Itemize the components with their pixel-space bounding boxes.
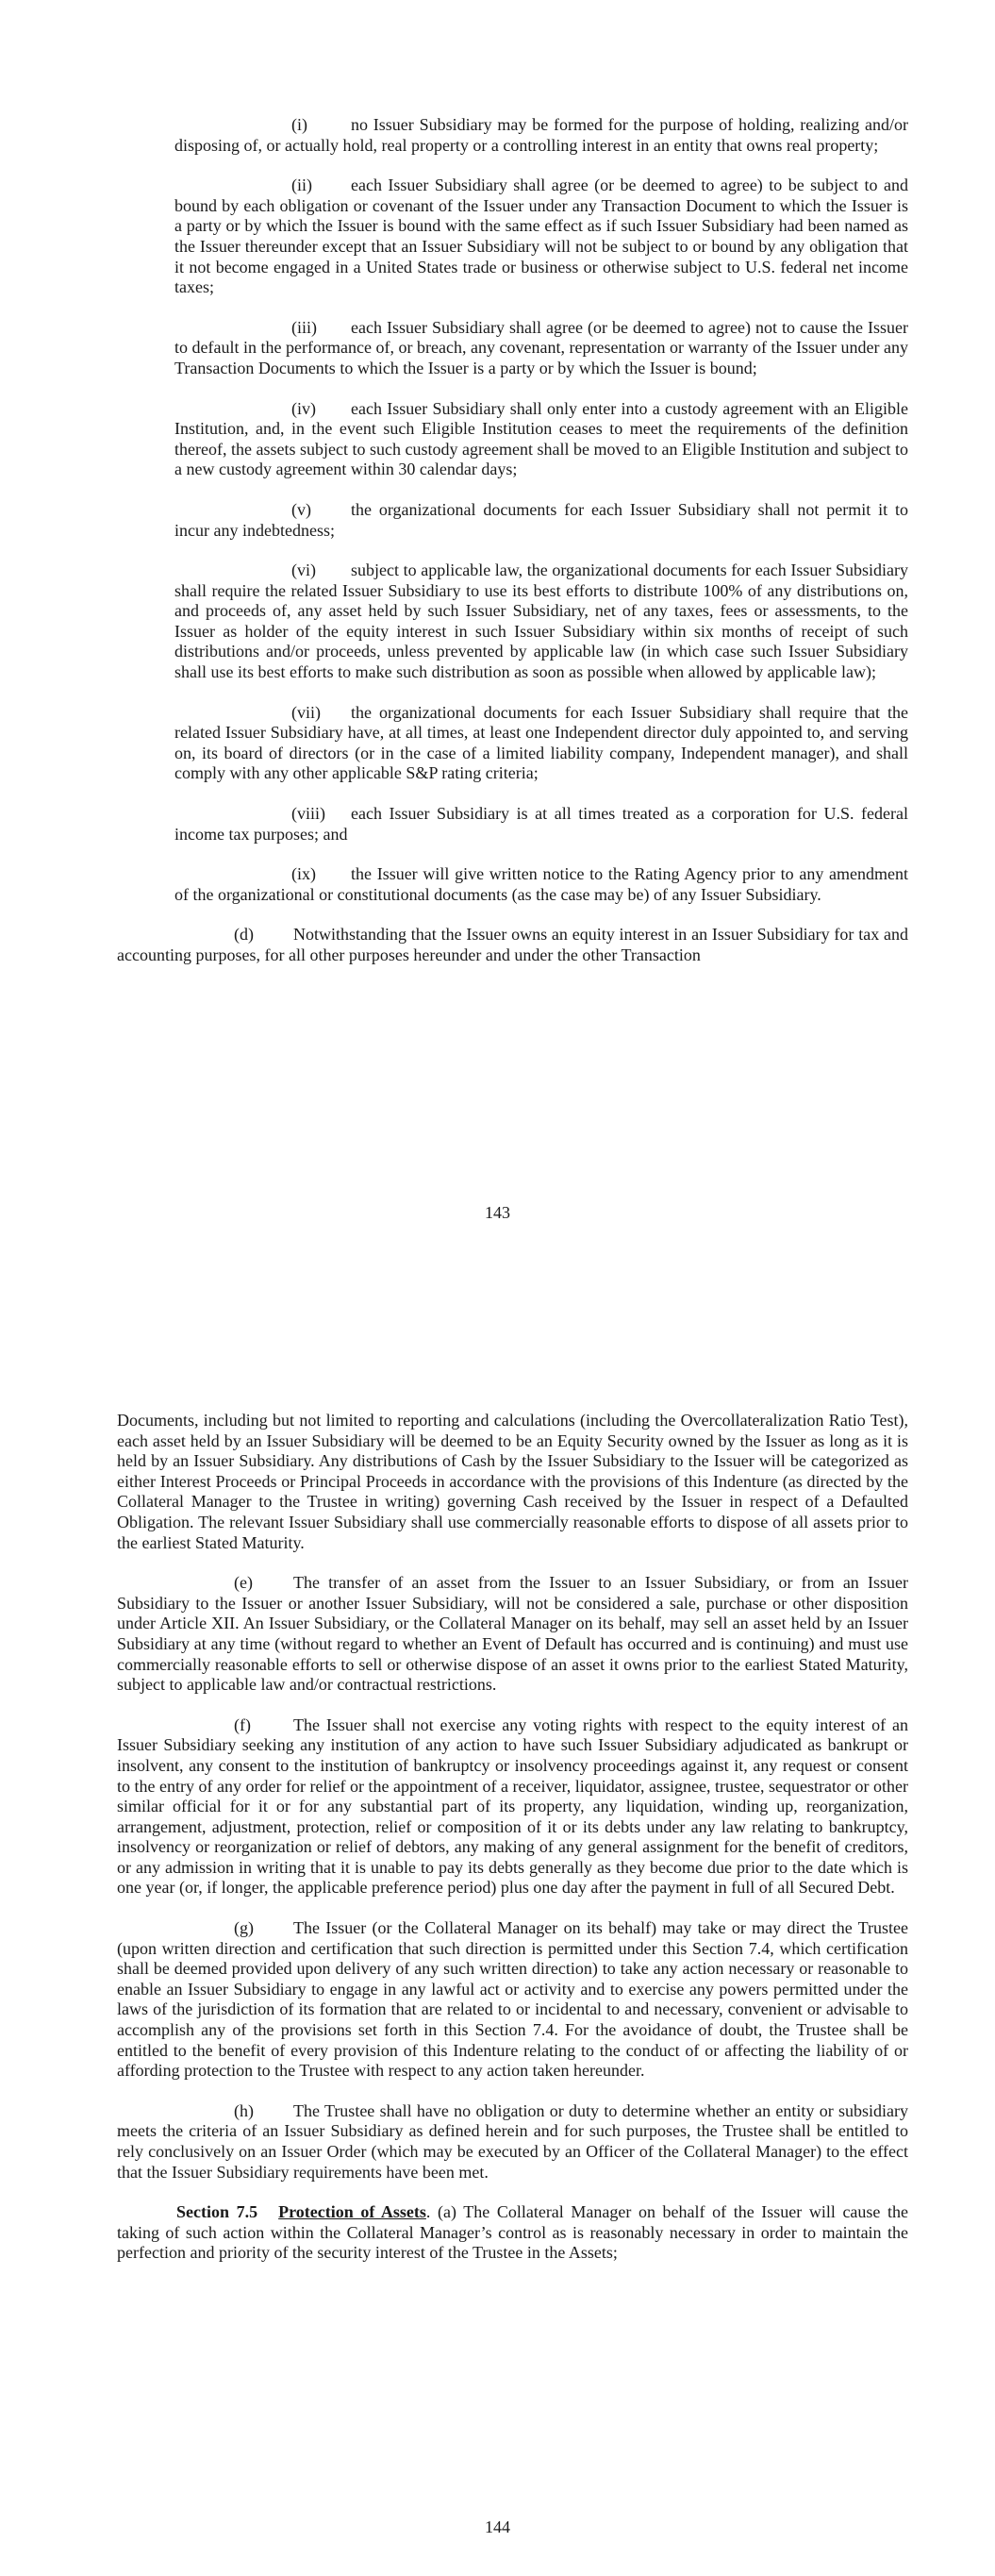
paragraph-marker: (g)	[234, 1918, 254, 1938]
clause-marker: (iii)	[291, 317, 317, 337]
clause-text: each Issuer Subsidiary shall agree (or be deemed to agree) not to cause the Issuer to default in the performance of, or breach, any covenant, representation or warranty of the Issuer under any Transaction Documents to which the Issuer is a party or by which the Issuer is bound;	[174, 317, 908, 377]
paragraph-d-continuation: Documents, including but not limited to reporting and calculations (including the Overcollateralization Ratio Test), each asset held by an Issuer Subsidiary will be deemed to be an Equity Security owned by the Issuer as long as it is held by an Issuer Subsidiary. Any distributions of Cash by the Issuer Subsidiary to the Issuer will be categorized as either Interest Proceeds or Principal Proceeds in accordance with the provisions of this Indenture (as directed by the Collateral Manager to the Trustee in writing) governing Cash received by the Issuer in respect of a Defaulted Obligation. The relevant Issuer Subsidiary shall use commercially reasonable efforts to dispose of all assets prior to the earliest Stated Maturity.	[117, 1411, 908, 1552]
paragraph-text: The Issuer shall not exercise any voting rights with respect to the equity interest of an Issuer Subsidiary seeking any institution of any action to have such Issuer Subsidiary adjudicated as bankrupt or insolvent, any consent to the institution of bankruptcy or insolvency proceedings against it, any request or consent to the entry of any order for relief or the appointment of a receiver, liquidator, assignee, trustee, sequestrator or other similar official for it or for any substantial part of its property, any liquidation, winding up, reorganization, arrangement, adjustment, protection, relief or composition of it or its debts under any law relating to bankruptcy, insolvency or reorganization or relief of debtors, any making of any general assignment for the benefit of creditors, or any admission in writing that it is unable to pay its debts generally as they become due prior to the date which is one year (or, if longer, the applicable preference period) plus one day after the payment in full of all Secured Debt.	[117, 1715, 908, 1898]
clause-text: no Issuer Subsidiary may be formed for the purpose of holding, realizing and/or disposing of, or actually hold, real property or a controlling interest in an entity that owns real property;	[174, 115, 908, 155]
paragraph-marker: (h)	[234, 2100, 254, 2120]
clause-marker: (vii)	[291, 702, 321, 722]
clause-text: each Issuer Subsidiary is at all times treated as a corporation for U.S. federal income tax purposes; and	[174, 804, 908, 844]
clause-ix	[174, 864, 908, 905]
clause-marker: (ix)	[291, 864, 316, 884]
clause-i	[174, 115, 908, 156]
clause-viii	[174, 804, 908, 845]
page-number: 143	[485, 1203, 510, 1222]
paragraph-text: The Issuer (or the Collateral Manager on its behalf) may take or may direct the Trustee (upon written direction and certification that such direction is permitted under this Section 7.4, which certification shall be deemed provided upon delivery of any such written direction) to take any action necessary or reasonable to enable an Issuer Subsidiary to engage in any lawful act or activity and to exercise any powers permitted under the laws of the jurisdiction of its formation that are related to or incidental to and necessary, convenient or advisable to accomplish any of the provisions set forth in this Section 7.4. For the avoidance of doubt, the Trustee shall be entitled to the benefit of every provision of this Indenture relating to the conduct of or affecting the liability of or affording protection to the Trustee with respect to any action taken hereunder.	[117, 1918, 908, 2081]
clause-ii	[174, 176, 908, 298]
document-page-144	[0, 1411, 995, 2283]
clause-iv	[174, 399, 908, 480]
paragraph-marker: (d)	[234, 925, 254, 945]
clause-text: the organizational documents for each Issuer Subsidiary shall require that the related Issuer Subsidiary have, at all times, at least one Independent director duly appointed to, and serving on, its board of directors (or in the case of a limited liability company, Independent manager), and shall comply with any other applicable S&P rating criteria;	[174, 702, 908, 783]
paragraph-text: The Trustee shall have no obligation or duty to determine whether an entity or subsidiary meets the criteria of an Issuer Subsidiary as defined herein and for such purposes, the Trustee shall be entitled to rely conclusively on an Issuer Order (which may be executed by an Officer of the Collateral Manager) to the effect that the Issuer Subsidiary requirements have been met.	[117, 2100, 908, 2182]
document-page-143	[0, 115, 995, 986]
clause-marker: (iv)	[291, 398, 316, 418]
clause-vii	[174, 703, 908, 784]
paragraph-f	[117, 1715, 908, 1899]
paragraph-text: The transfer of an asset from the Issuer to an Issuer Subsidiary, or from an Issuer Subsidiary to the Issuer or another Issuer Subsidiary, will not be considered a sale, purchase or other disposition under Article XII. An Issuer Subsidiary, or the Collateral Manager on its behalf, may sell an asset held by an Issuer Subsidiary at any time (without regard to whether an Event of Default has occurred and is continuing) and must use commercially reasonable efforts to sell or otherwise dispose of an asset it owns prior to the earliest Stated Maturity, subject to applicable law and/or contractual restrictions.	[117, 1573, 908, 1695]
clause-v	[174, 500, 908, 541]
clause-marker: (ii)	[291, 176, 312, 195]
paragraph-d	[117, 925, 908, 965]
clause-text: subject to applicable law, the organizational documents for each Issuer Subsidiary shall require the related Issuer Subsidiary to use its best efforts to distribute 100% of any distributions on, and proceeds of, any asset held by such Issuer Subsidiary, net of any taxes, fees or assessments, to the Issuer as holder of the equity interest in such Issuer Subsidiary within six months of receipt of such distributions and/or proceeds, unless prevented by applicable law (in which case such Issuer Subsidiary shall use its best efforts to make such distribution as soon as possible when allowed by applicable law);	[174, 560, 908, 682]
section-title: Protection of Assets	[278, 2202, 426, 2222]
clause-marker: (vi)	[291, 560, 316, 580]
paragraph-marker: (f)	[234, 1715, 251, 1734]
paragraph-h	[117, 2101, 908, 2183]
clause-marker: (viii)	[291, 804, 325, 824]
section-7-5	[117, 2202, 908, 2264]
page-number: 144	[485, 2517, 510, 2536]
clause-vi	[174, 560, 908, 683]
paragraph-text: Notwithstanding that the Issuer owns an equity interest in an Issuer Subsidiary for tax and accounting purposes, for all other purposes hereunder and under the other Transaction	[117, 925, 908, 964]
clause-text: the organizational documents for each Issuer Subsidiary shall not permit it to incur any indebtedness;	[174, 499, 908, 540]
clause-iii	[174, 318, 908, 379]
paragraph-g	[117, 1918, 908, 2082]
paragraph-e	[117, 1573, 908, 1696]
clause-marker: (v)	[291, 499, 311, 519]
clause-text: the Issuer will give written notice to the Rating Agency prior to any amendment of the organizational or constitutional documents (as the case may be) of any Issuer Subsidiary.	[174, 864, 908, 904]
section-text: . (a) The Collateral Manager on behalf of the Issuer will cause the taking of such action within the Collateral Manager’s control as is reasonably necessary in order to maintain the perfection and priority of the security interest of the Trustee in the Assets;	[117, 2202, 908, 2263]
clause-text: each Issuer Subsidiary shall agree (or be deemed to agree) to be subject to and bound by each obligation or covenant of the Issuer under any Transaction Document to which the Issuer is a party or by which the Issuer is bound with the same effect as if such Issuer Subsidiary had been named as the Issuer thereunder except that an Issuer Subsidiary will not be subject to or bound by any obligation that it not become engaged in a United States trade or business or otherwise subject to U.S. federal net income taxes;	[174, 176, 908, 297]
clause-text: each Issuer Subsidiary shall only enter into a custody agreement with an Eligible Institution, and, in the event such Eligible Institution ceases to meet the requirements of the definition thereof, the assets subject to such custody agreement shall be moved to an Eligible Institution and subject to a new custody agreement within 30 calendar days;	[174, 398, 908, 479]
section-number: Section 7.5	[176, 2202, 258, 2222]
clause-marker: (i)	[291, 115, 307, 134]
paragraph-marker: (e)	[234, 1573, 253, 1593]
